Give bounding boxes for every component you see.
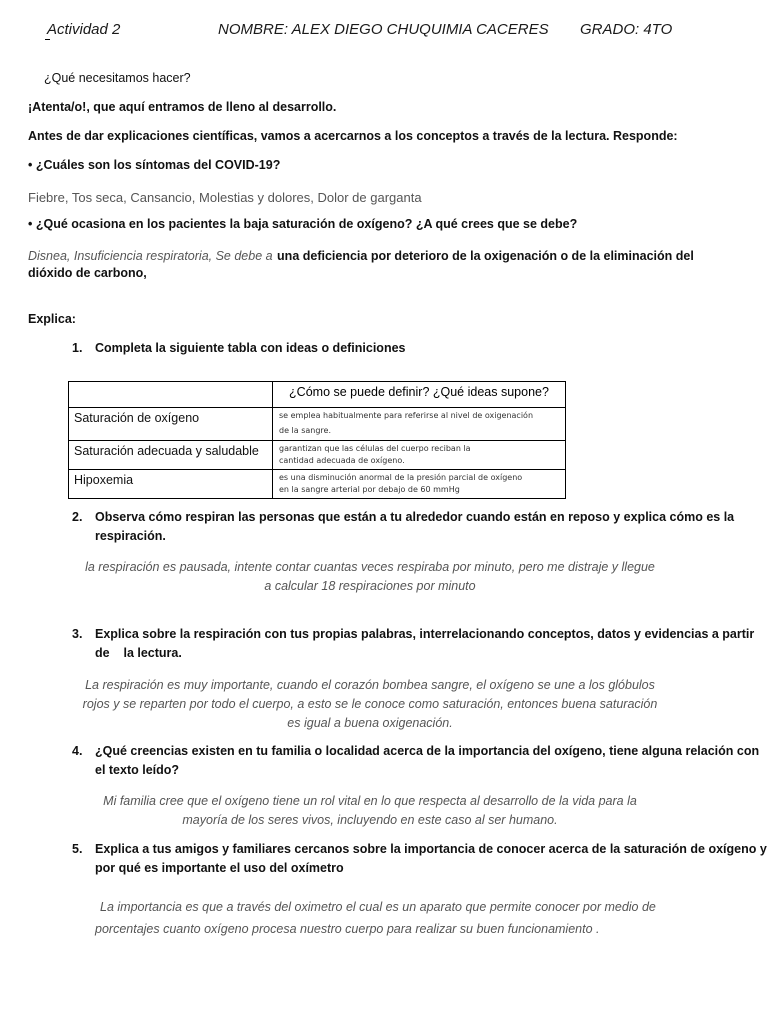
answer-line: rojos y se reparten por todo el cuerpo, a esto se le conoce como saturación, entonces buena saturación <box>82 697 658 711</box>
explica-label: Explica: <box>28 312 76 326</box>
item-4-text-2: el texto leído? <box>95 763 180 777</box>
item-1-number: 1. <box>72 341 83 355</box>
item-4-answer <box>40 792 700 830</box>
item-5-answer-line-2: porcentajes cuanto oxígeno procesa nuestro cuerpo para realizar su buen funcionamiento . <box>95 922 600 936</box>
question-symptoms: • ¿Cuáles son los síntomas del COVID-19? <box>28 158 281 172</box>
item-4-number: 4. <box>72 744 83 758</box>
item-2-answer <box>40 558 700 596</box>
table-header-row <box>69 382 566 408</box>
definition-line: cantidad adecuada de oxígeno. <box>279 456 405 465</box>
answer-saturation-italic: Disnea, Insuficiencia respiratoria, Se debe a <box>28 249 273 263</box>
answer-line: a calcular 18 respiraciones por minuto <box>264 579 476 593</box>
answer-saturation-line-1 <box>28 247 694 265</box>
answer-saturation-line-2: dióxido de carbono, <box>28 266 147 280</box>
header-underline-mark <box>45 39 50 40</box>
item-5-text-1: Explica a tus amigos y familiares cercanos sobre la importancia de conocer acerca de la saturación de oxígeno y <box>95 842 767 856</box>
answer-line: es igual a buena oxigenación. <box>287 716 453 730</box>
answer-line: La respiración es muy importante, cuando el corazón bombea sangre, el oxígeno se une a los glóbulos <box>85 678 655 692</box>
item-5-text-2: por qué es importante el uso del oxímetro <box>95 861 344 875</box>
table-row <box>69 441 566 470</box>
intro-title: ¿Qué necesitamos hacer? <box>44 71 191 85</box>
item-3-number: 3. <box>72 627 83 641</box>
item-2-number: 2. <box>72 510 83 524</box>
answer-saturation-bold-1: una deficiencia por deterioro de la oxigenación o de la eliminación del <box>277 249 694 263</box>
definition-line: se emplea habitualmente para referirse al nivel de oxigenación <box>279 411 534 420</box>
definition-line: de la sangre. <box>279 426 332 435</box>
answer-line: la respiración es pausada, intente contar cuantas veces respiraba por minuto, pero me distraje y llegue <box>85 560 655 574</box>
item-2-text-2: respiración. <box>95 529 166 543</box>
definition-line: es una disminución anormal de la presión parcial de oxígeno <box>279 473 523 482</box>
intro-line-2: Antes de dar explicaciones científicas, vamos a acercarnos a los conceptos a través de la lectura. Responde: <box>28 129 678 143</box>
row-definition-saturation <box>273 408 566 441</box>
row-definition-hypoxemia <box>273 470 566 499</box>
item-3-text-1: Explica sobre la respiración con tus propias palabras, interrelacionando conceptos, datos y evidencias a partir <box>95 627 755 641</box>
question-saturation: • ¿Qué ocasiona en los pacientes la baja saturación de oxígeno? ¿A qué crees que se debe? <box>28 217 578 231</box>
row-label-saturation: Saturación de oxígeno <box>69 408 273 441</box>
definition-line: garantizan que las células del cuerpo reciban la <box>279 444 471 453</box>
definition-line: en la sangre arterial por debajo de 60 mmHg <box>279 485 460 494</box>
answer-line: Mi familia cree que el oxígeno tiene un rol vital en lo que respecta al desarrollo de la vida para la <box>103 794 637 808</box>
student-name: NOMBRE: ALEX DIEGO CHUQUIMIA CACERES <box>218 21 549 38</box>
item-3-text-2: de la lectura. <box>95 646 182 660</box>
row-label-adequate: Saturación adecuada y saludable <box>69 441 273 470</box>
row-label-hypoxemia: Hipoxemia <box>69 470 273 499</box>
table-header-cell: ¿Cómo se puede definir? ¿Qué ideas supone? <box>273 382 566 408</box>
definitions-table <box>68 381 566 499</box>
activity-title: Actividad 2 <box>47 21 121 38</box>
item-2-text-1: Observa cómo respiran las personas que están a tu alrededor cuando están en reposo y explica cómo es la <box>95 510 735 524</box>
table-row <box>69 470 566 499</box>
item-1-text: Completa la siguiente tabla con ideas o definiciones <box>95 341 406 355</box>
item-5-number: 5. <box>72 842 83 856</box>
item-4-text-1: ¿Qué creencias existen en tu familia o localidad acerca de la importancia del oxígeno, tiene alguna relación con <box>95 744 760 758</box>
row-definition-adequate <box>273 441 566 470</box>
answer-line: mayoría de los seres vivos, incluyendo en este caso al ser humano. <box>182 813 558 827</box>
table-header-empty <box>69 382 273 408</box>
item-3-answer <box>40 676 700 733</box>
intro-line-1: ¡Atenta/o!, que aquí entramos de lleno al desarrollo. <box>28 100 337 114</box>
table-row <box>69 408 566 441</box>
answer-symptoms: Fiebre, Tos seca, Cansancio, Molestias y dolores, Dolor de garganta <box>28 190 422 205</box>
item-5-answer-line-1: La importancia es que a través del oximetro el cual es un aparato que permite conocer por medio de <box>100 900 656 914</box>
student-grade: GRADO: 4TO <box>580 21 673 38</box>
